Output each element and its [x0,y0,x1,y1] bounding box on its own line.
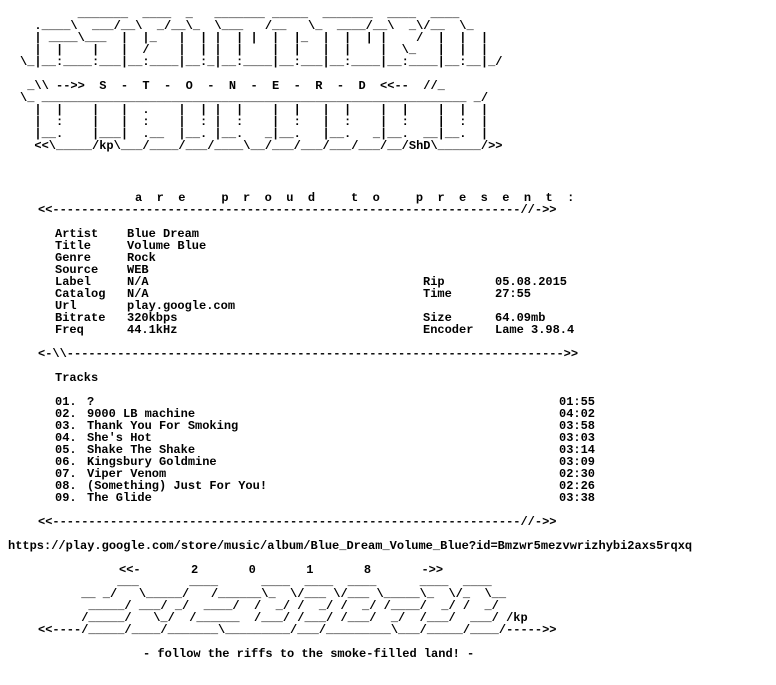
track-title: ? [87,395,95,409]
info-label: Rip [423,275,445,289]
year-text: <<- 2 0 1 8 ->> [119,563,444,577]
track-duration: 03:58 [559,419,596,433]
info-label: Catalog [55,287,106,301]
info-label: Freq [55,323,84,337]
tracks-heading-row [0,372,776,384]
footer-logo-ascii-art [38,576,556,636]
info-row [0,252,776,264]
footer-art-line: _____/ ___/ _/ ____/ / _/ / _/ / _/ /____/ _/ / _/ [38,599,499,613]
logo-art-line: <<\_____/kp\___/____/___/____\__/___/___/___/___/__/ShD\______/>> [20,139,503,153]
track-title: Shake The Shake [87,443,196,457]
track-number: 04. [55,431,77,445]
footer-art-line: __ _/ \_____/ /______\_ \/___ \/___ \_____\_ \/_ \__ [38,587,507,601]
logo-art-line: \_ ___________________________________________________________ _/ [20,91,489,105]
track-duration: 03:14 [559,443,596,457]
track-title: Viper Venom [87,467,167,481]
logo-art-line: | ____\___ | |_ | | | | | | |_ | | | | / | | | [20,31,489,45]
track-title: Thank You For Smoking [87,419,239,433]
info-value: Blue Dream [127,227,200,241]
info-row [0,228,776,240]
track-duration: 04:02 [559,407,596,421]
info-value: N/A [127,287,149,301]
divider-bottom-text: <<-----------------------------------------------------------------//->> [38,515,557,529]
url-row [0,540,776,552]
info-label: Url [55,299,77,313]
track-duration: 01:55 [559,395,596,409]
info-label: Encoder [423,323,474,337]
info-row [0,240,776,252]
info-label: Time [423,287,452,301]
track-duration: 03:03 [559,431,596,445]
info-label: Title [55,239,92,253]
logo-art-line: | : | | : | : | : | : | : | : | : | [20,115,489,129]
info-value: N/A [127,275,149,289]
info-row [0,324,776,336]
divider-bottom [0,516,776,528]
logo-art-line: _\\ -->> S - T - O - N - E - R - D <<-- //_ [20,79,445,93]
info-value: play.google.com [127,299,236,313]
divider-top [0,204,776,216]
info-label: Label [55,275,92,289]
info-row [0,264,776,276]
info-value: 27:55 [495,287,532,301]
track-duration: 03:09 [559,455,596,469]
footer-art-line: <<----/_____/____/_______\_________/___/_________\___/_____/____/----->> [38,623,557,637]
tagline: - follow the riffs to the smoke-filled land! - [143,647,475,661]
info-value: 44.1kHz [127,323,178,337]
tracks-heading: Tracks [55,371,99,385]
track-number: 06. [55,455,77,469]
info-value: 320kbps [127,311,178,325]
footer-art-line: ___ ____ ____ ____ ____ ____ ____ [38,575,492,589]
logo-art-line: _______ ____ _ _______ _____ _______ ____ ____ [20,7,460,21]
track-title: She's Hot [87,431,152,445]
info-label: Size [423,311,452,325]
info-label: Source [55,263,99,277]
track-title: (Something) Just For You! [87,479,268,493]
track-duration: 02:30 [559,467,596,481]
track-title: 9000 LB machine [87,407,196,421]
footer-art-line: /_____/ \_/ /______ /___/ /___/ /___/ _/ /___/ ___/ /kp [38,611,528,625]
track-number: 03. [55,419,77,433]
logo-art-line: .____\ ___/__\ _/__\_ \___ /__ \_ ____/__\ _\/__ \_ [20,19,474,33]
info-value: Lame 3.98.4 [495,323,575,337]
stonerd-logo-ascii-art [20,8,502,152]
tagline-row [0,648,776,660]
info-value: 05.08.2015 [495,275,568,289]
track-duration: 03:38 [559,491,596,505]
info-value: WEB [127,263,149,277]
info-value: Rock [127,251,156,265]
track-duration: 02:26 [559,479,596,493]
track-number: 08. [55,479,77,493]
logo-art-line: |__. |___| .__ |__. |__. _|__. |__. _|__. __|__. | [20,127,489,141]
logo-art-line: \_|__:____:___|__:____|__:_|__:____|__:___|__:____|__:____|__:__|_/ [20,55,503,69]
present-text: a r e p r o u d t o p r e s e n t : [135,191,575,205]
track-title: The Glide [87,491,152,505]
info-row [0,288,776,300]
info-label: Artist [55,227,99,241]
divider-middle [0,348,776,360]
track-number: 09. [55,491,77,505]
track-title: Kingsbury Goldmine [87,455,217,469]
info-row [0,276,776,288]
info-value: 64.09mb [495,311,546,325]
divider-middle-text: <-\\--------------------------------------------------------------------->> [38,347,579,361]
track-number: 05. [55,443,77,457]
track-row [0,492,776,504]
info-row [0,300,776,312]
divider-top-text: <<-----------------------------------------------------------------//->> [38,203,557,217]
logo-art-line: | | | | / | | | | | | | | | \_ | | | [20,43,489,57]
track-number: 02. [55,407,77,421]
info-label: Genre [55,251,92,265]
store-url: https://play.google.com/store/music/album/Blue_Dream_Volume_Blue?id=Bmzwr5mezvwrizhybi2axs5rqxq [8,539,693,553]
track-number: 01. [55,395,77,409]
info-label: Bitrate [55,311,106,325]
info-value: Volume Blue [127,239,207,253]
logo-art-line: | | | | . | | | | | | | | | | | | | [20,103,489,117]
track-number: 07. [55,467,77,481]
info-row [0,312,776,324]
